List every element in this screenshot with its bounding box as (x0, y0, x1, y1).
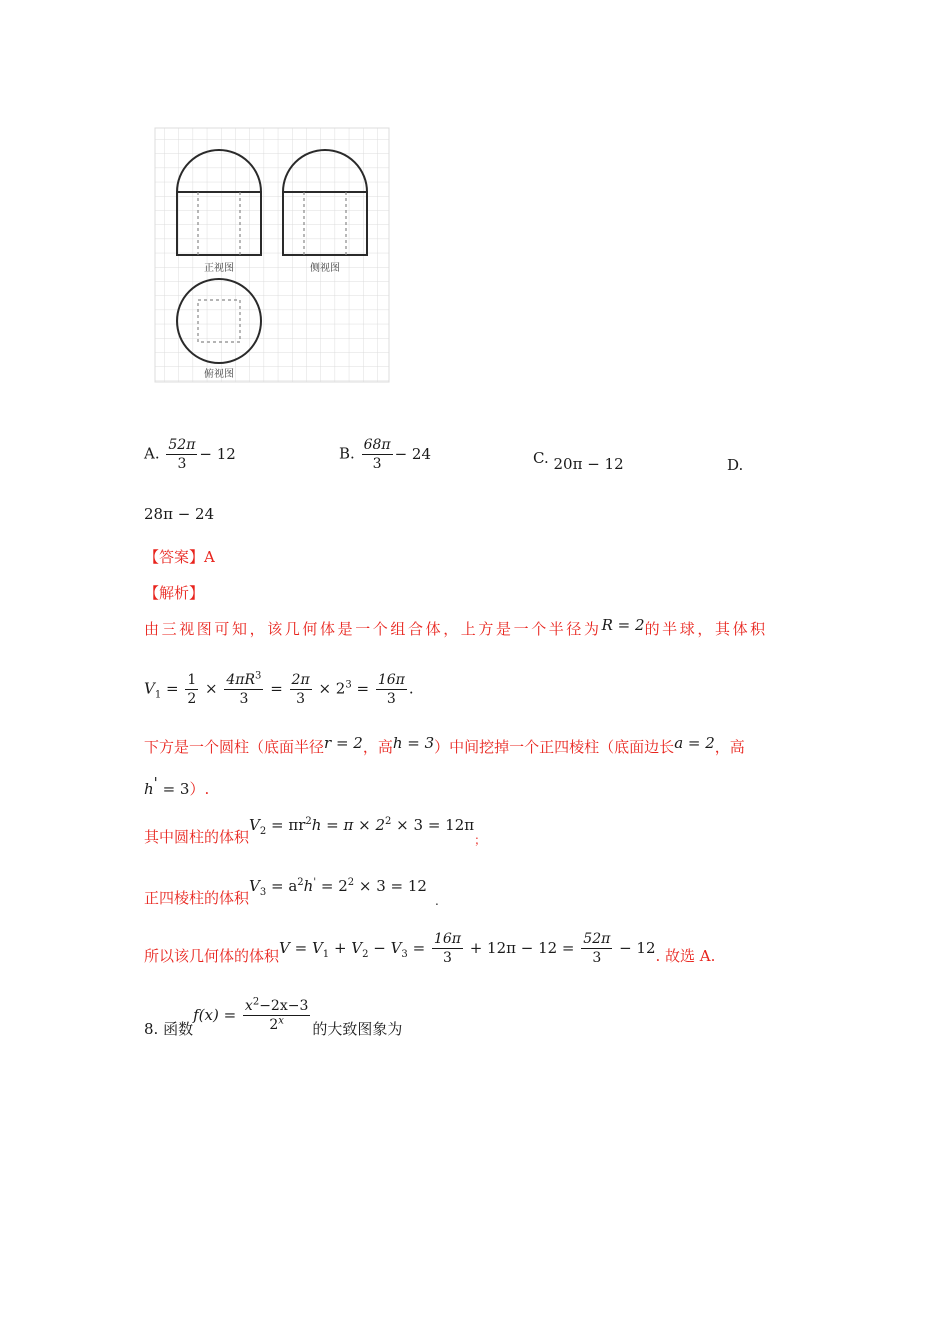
q8-num-rest: −2x−3 (259, 998, 309, 1014)
v2-symbol: V (249, 816, 260, 834)
v1-frac3-num: 2π (290, 672, 312, 690)
total-v-m3: − V (368, 938, 402, 957)
v2-end: × 3 = 12π (391, 816, 475, 834)
analysis-line-6-pre: 正四棱柱的体积 (144, 889, 250, 907)
analysis-line-5-pre: 其中圆柱的体积 (144, 828, 250, 846)
total-v-frac1-den: 3 (442, 950, 452, 967)
q8-den-sup: x (278, 1015, 284, 1027)
option-a (144, 437, 236, 472)
cylinder-radius-math: r = 2 (324, 734, 363, 752)
cylinder-height-math: h = 3 (392, 734, 435, 752)
analysis-line-3-mid1: ，高 (362, 738, 393, 756)
total-v-eq: = (407, 938, 430, 957)
total-volume-formula (279, 931, 656, 967)
option-c-letter: C. (533, 449, 549, 467)
question-8 (144, 996, 403, 1038)
v3-eq: = a (266, 877, 298, 895)
v2-eq: = πr (266, 816, 306, 834)
analysis-line-3-pre: 下方是一个圆柱（底面半径 (144, 738, 325, 756)
side-view-label: 侧视图 (310, 263, 340, 274)
analysis-line-3-post: ，高 (714, 738, 745, 756)
q8-num-x: x (244, 998, 253, 1014)
option-a-tail: − 12 (199, 444, 236, 463)
v3-rest: = 2 (316, 877, 348, 895)
v1-symbol: V (144, 679, 155, 698)
v3-end: × 3 = 12 (354, 877, 427, 895)
total-v-s1: 1 (322, 948, 330, 960)
analysis-line-6 (144, 877, 439, 908)
analysis-line-1-pre: 由三视图可知，该几何体是一个组合体，上方是一个半径为 (144, 620, 602, 638)
v3-formula (249, 877, 427, 898)
option-c (533, 449, 624, 473)
prism-height-value: = 3 (157, 780, 190, 798)
v1-frac4-num: 16π (376, 672, 407, 690)
question-8-function (193, 996, 312, 1034)
answer-label: 【答案】 (144, 548, 205, 566)
v3-subscript: 3 (259, 887, 267, 898)
question-8-prefix: 8. 函数 (144, 1019, 194, 1038)
v1-frac1-den: 2 (187, 691, 197, 708)
analysis-line-3 (144, 736, 745, 757)
radius-math: R = 2 (601, 616, 645, 634)
total-v-mid: + 12π − 12 = (464, 938, 580, 957)
option-d-letter: D. (727, 456, 744, 474)
v1-frac2-den: 3 (239, 691, 249, 708)
v1-frac4-den: 3 (386, 691, 396, 708)
front-view-label: 正视图 (204, 263, 234, 274)
total-v-tail: − 12 (614, 938, 656, 957)
total-v-s2: 2 (362, 948, 369, 960)
v2-sup2: 2 (385, 816, 392, 827)
q8-den-base: 2 (269, 1017, 279, 1034)
total-v-lhs: V = V (279, 938, 323, 957)
analysis-line-4-post: ）. (189, 780, 210, 798)
analysis-line-3-mid2: ）中间挖掉一个正四棱柱（底面边长 (434, 738, 675, 756)
three-view-figure (150, 125, 392, 387)
v1-pow-exp: 3 (345, 679, 352, 691)
question-8-fx: f(x) = (193, 1005, 241, 1024)
analysis-line-6-post: . (434, 894, 439, 908)
v2-subscript: 2 (259, 826, 267, 837)
v3-symbol: V (249, 877, 260, 895)
total-v-s3: 3 (401, 948, 408, 960)
total-v-frac2-num: 52π (581, 931, 612, 949)
answer-line (144, 546, 215, 567)
option-a-numerator: 52π (166, 437, 197, 455)
top-view-label: 俯视图 (204, 369, 234, 380)
q8-num-sup: 2 (252, 996, 260, 1008)
analysis-line-7-post: . 故选 A. (655, 946, 716, 965)
analysis-line-1-post: 的半球，其体积 (644, 620, 768, 638)
option-a-denominator: 3 (177, 456, 187, 473)
v2-rest: h = π × 2 (311, 816, 386, 834)
v1-pow-base: 2 (335, 679, 346, 698)
v2-sup: 2 (305, 816, 312, 827)
analysis-line-1 (144, 618, 768, 639)
option-b (339, 437, 431, 472)
v3-sup2: 2 (347, 877, 355, 888)
option-c-value: 20π − 12 (553, 455, 624, 473)
v1-formula: $V_1$ = $\frac{1}{2}$ × $\frac{4\pi R^3}{3}$ = $\frac{2\pi}{3}$ × $2^3$ = $\frac{16\pi}{3}$ . (144, 670, 414, 708)
analysis-line-7-pre: 所以该几何体的体积 (144, 946, 280, 965)
total-v-frac1-num: 16π (432, 931, 463, 949)
option-b-denominator: 3 (372, 456, 382, 473)
v3-sup: 2 (297, 877, 304, 888)
analysis-line-4 (144, 774, 210, 799)
v1-frac2-num: 4πR (226, 672, 256, 688)
v3-h: h (303, 877, 314, 895)
analysis-line-5-post: ； (474, 833, 487, 847)
analysis-label: 【解析】 (144, 584, 205, 602)
v1-frac1-num: 1 (185, 672, 198, 690)
option-d-value: 28π − 24 (144, 505, 215, 523)
total-v-m2: + V (329, 938, 363, 957)
total-v-frac2-den: 3 (592, 950, 602, 967)
option-b-tail: − 24 (394, 444, 432, 463)
v1-frac2-sup: 3 (255, 670, 262, 682)
prism-side-math: a = 2 (674, 734, 715, 752)
option-b-numerator: 68π (362, 437, 393, 455)
v2-formula (249, 816, 475, 837)
option-b-letter: B. (339, 444, 355, 463)
prism-height-prime: ' (153, 774, 158, 792)
v3-prime: ' (313, 877, 317, 888)
v1-subscript: 1 (154, 689, 162, 701)
v1-frac3-den: 3 (296, 691, 306, 708)
answer-value: A (204, 548, 215, 566)
option-a-letter: A. (144, 444, 160, 463)
prism-height-symbol: h (144, 780, 154, 798)
analysis-line-7 (144, 931, 715, 966)
question-8-suffix: 的大致图象为 (312, 1019, 403, 1038)
